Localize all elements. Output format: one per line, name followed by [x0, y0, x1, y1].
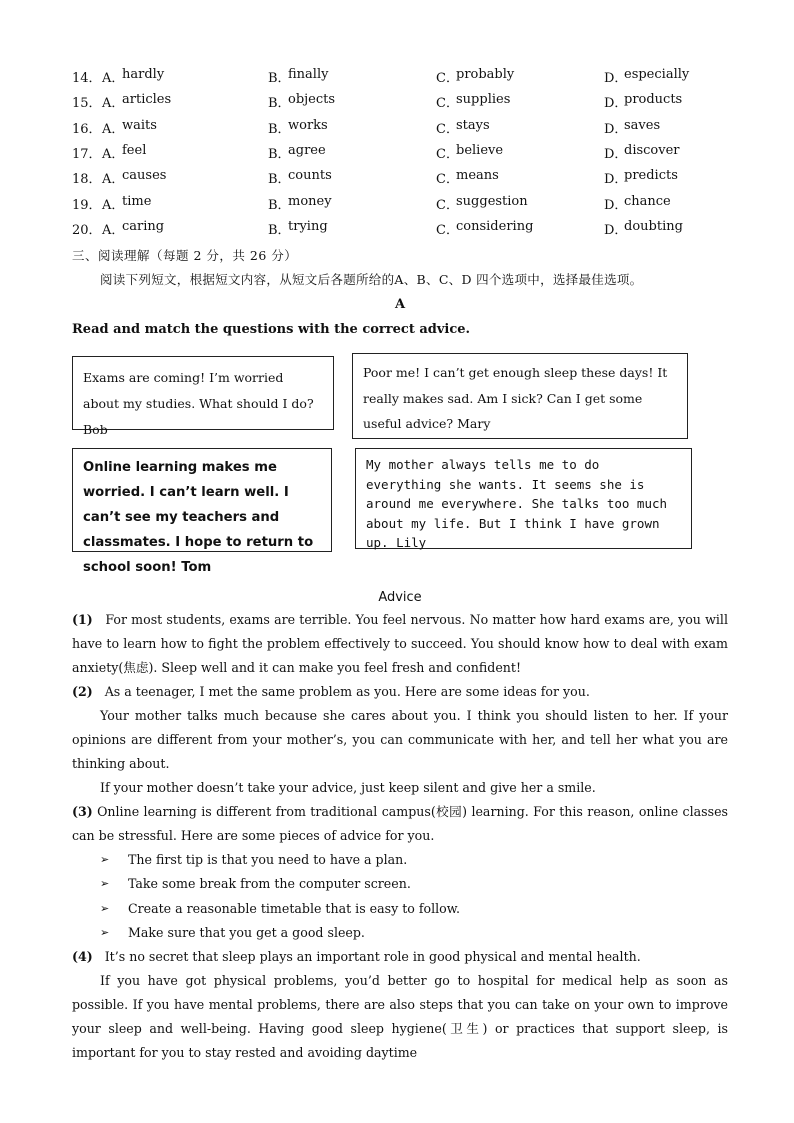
- choice-word: doubting: [624, 218, 683, 234]
- choice-word: trying: [288, 218, 328, 234]
- choice-word: finally: [288, 67, 329, 83]
- letter-box-bob: Exams are coming! I’m worried about my studies. What should I do? Bob: [72, 356, 334, 430]
- choice-word: articles: [122, 92, 172, 108]
- question-number: 14．: [72, 71, 102, 87]
- tip-item: [72, 848, 728, 872]
- choice-letter: B．: [268, 197, 291, 213]
- question-number: 15．: [72, 96, 102, 112]
- choice-word: considering: [456, 218, 534, 234]
- advice-paragraph-4: [72, 945, 728, 969]
- choice-word: suggestion: [456, 193, 528, 209]
- choice-word: hardly: [122, 67, 165, 83]
- arrow-bullet-icon: ➢: [100, 877, 110, 891]
- question-row: [72, 140, 728, 165]
- choice-word: causes: [122, 168, 167, 184]
- choice-word: feel: [122, 143, 147, 159]
- question-row: [72, 89, 728, 114]
- choice-letter: C．: [436, 172, 459, 188]
- advice-section: [72, 586, 728, 1065]
- letter-box-mary: Poor me! I can’t get enough sleep these days! It really makes sad. Am I sick? Can I get some useful advice? Mary: [352, 353, 688, 439]
- advice-title: Advice: [378, 589, 422, 605]
- section-title: 三、阅读理解（每题 2 分，共 26 分）: [72, 248, 298, 264]
- choice-word: works: [288, 117, 328, 133]
- choice-word: means: [456, 168, 499, 184]
- paragraph-number: (4): [72, 949, 93, 965]
- advice-paragraph-3: [72, 800, 728, 848]
- choice-word: saves: [624, 117, 661, 133]
- advice-paragraph-2b: Your mother talks much because she cares about you. I think you should listen to her. If your opinions are different from your mother’s, you can communicate with her, and tell her what you are thinking about.: [72, 708, 728, 771]
- question-number: 20．: [72, 222, 102, 238]
- choice-letter: A．: [102, 96, 125, 112]
- question-row: [72, 190, 728, 215]
- paragraph-number: (2): [72, 684, 93, 699]
- choice-letter: D．: [604, 222, 628, 238]
- choice-letter: A．: [102, 147, 125, 163]
- choice-word: products: [624, 92, 683, 108]
- choice-letter: C．: [436, 222, 459, 238]
- question-number: 18．: [72, 172, 102, 188]
- paragraph-number: (3): [72, 804, 93, 819]
- arrow-bullet-icon: ➢: [100, 901, 110, 915]
- choice-word: believe: [456, 143, 504, 159]
- tip-text: The first tip is that you need to have a plan.: [128, 852, 408, 867]
- choice-letter: D．: [604, 197, 628, 213]
- paragraph-number: (1): [72, 612, 93, 627]
- choice-word: time: [122, 193, 152, 209]
- question-number: 17．: [72, 147, 102, 163]
- choice-letter: C．: [436, 121, 459, 137]
- choice-letter: A．: [102, 121, 125, 137]
- choice-word: supplies: [456, 92, 511, 108]
- question-row: [72, 64, 728, 89]
- choice-word: counts: [288, 168, 332, 184]
- question-row: [72, 115, 728, 140]
- tip-text: Take some break from the computer screen.: [128, 876, 411, 892]
- choice-word: discover: [624, 143, 680, 159]
- choice-letter: C．: [436, 197, 459, 213]
- choice-letter: B．: [268, 172, 291, 188]
- paragraph-text: It’s no secret that sleep plays an important role in good physical and mental health.: [104, 949, 641, 965]
- choice-word: money: [288, 193, 332, 209]
- choice-letter: A．: [102, 71, 125, 87]
- choice-letter: D．: [604, 71, 628, 87]
- choice-letter: D．: [604, 147, 628, 163]
- choice-letter: D．: [604, 96, 628, 112]
- choice-letter: C．: [436, 71, 459, 87]
- part-label: A: [394, 296, 406, 312]
- choice-letter: D．: [604, 172, 628, 188]
- paragraph-text: Online learning is different from traditional campus(校园) learning. For this reason, online classes can be stressful. Here are some pieces of advice for you.: [72, 804, 728, 843]
- choice-letter: B．: [268, 96, 291, 112]
- choice-word: agree: [288, 143, 326, 159]
- choice-letter: B．: [268, 222, 291, 238]
- choice-letter: B．: [268, 71, 291, 87]
- choice-letter: D．: [604, 121, 628, 137]
- tip-item: [72, 872, 728, 896]
- tip-item: [72, 921, 728, 945]
- tip-item: [72, 897, 728, 921]
- multiple-choice-options: [72, 64, 728, 241]
- choice-word: objects: [288, 92, 336, 108]
- choice-word: waits: [122, 117, 157, 133]
- question-number: 16．: [72, 121, 102, 137]
- arrow-bullet-icon: ➢: [100, 925, 110, 939]
- advice-paragraph-4b: If you have got physical problems, you’d better go to hospital for medical help as soon as possible. If you have mental problems, there are also steps that you can take on your own to improve your sleep and well-being. Having good sleep hygiene(卫生) or practices that support sleep, is important for you to stay rested and avoiding daytime: [72, 973, 728, 1061]
- choice-word: chance: [624, 193, 671, 209]
- arrow-bullet-icon: ➢: [100, 853, 110, 866]
- letter-box-lily: My mother always tells me to do everything she wants. It seems she is around me everywhere. She talks too much about my life. But I think I have grown up. Lily: [355, 448, 692, 549]
- paragraph-text: As a teenager, I met the same problem as you. Here are some ideas for you.: [104, 684, 590, 699]
- advice-paragraph-2: [72, 680, 728, 704]
- choice-word: probably: [456, 67, 515, 83]
- match-heading: Read and match the questions with the correct advice.: [72, 321, 471, 337]
- choice-word: predicts: [624, 168, 678, 184]
- tip-text: Create a reasonable timetable that is easy to follow.: [128, 900, 461, 916]
- letter-box-tom: Online learning makes me worried. I can’t learn well. I can’t see my teachers and classmates. I hope to return to school soon! Tom: [72, 448, 332, 552]
- choice-letter: A．: [102, 197, 125, 213]
- choice-letter: C．: [436, 147, 459, 163]
- advice-paragraph-2c: If your mother doesn’t take your advice, just keep silent and give her a smile.: [100, 780, 596, 795]
- question-number: 19．: [72, 197, 102, 213]
- advice-paragraph-1: [72, 608, 728, 680]
- choice-letter: A．: [102, 172, 125, 188]
- question-row: [72, 165, 728, 190]
- choice-word: caring: [122, 218, 165, 234]
- section-instruction: 阅读下列短文，根据短文内容，从短文后各题所给的A、B、C、D 四个选项中，选择最佳选项。: [100, 272, 643, 288]
- choice-word: stays: [456, 117, 490, 133]
- choice-letter: C．: [436, 96, 459, 112]
- choice-letter: B．: [268, 147, 291, 163]
- exam-page: [72, 64, 728, 1061]
- choice-word: especially: [624, 67, 690, 83]
- choice-letter: B．: [268, 121, 291, 137]
- choice-letter: A．: [102, 222, 125, 238]
- paragraph-text: For most students, exams are terrible. You feel nervous. No matter how hard exams are, you will have to learn how to fight the problem effectively to succeed. You should know how to deal with exam anxiety(焦虑). Sleep well and it can make you feel fresh and confident!: [72, 612, 728, 675]
- tip-text: Make sure that you get a good sleep.: [128, 924, 365, 940]
- question-row: [72, 216, 728, 241]
